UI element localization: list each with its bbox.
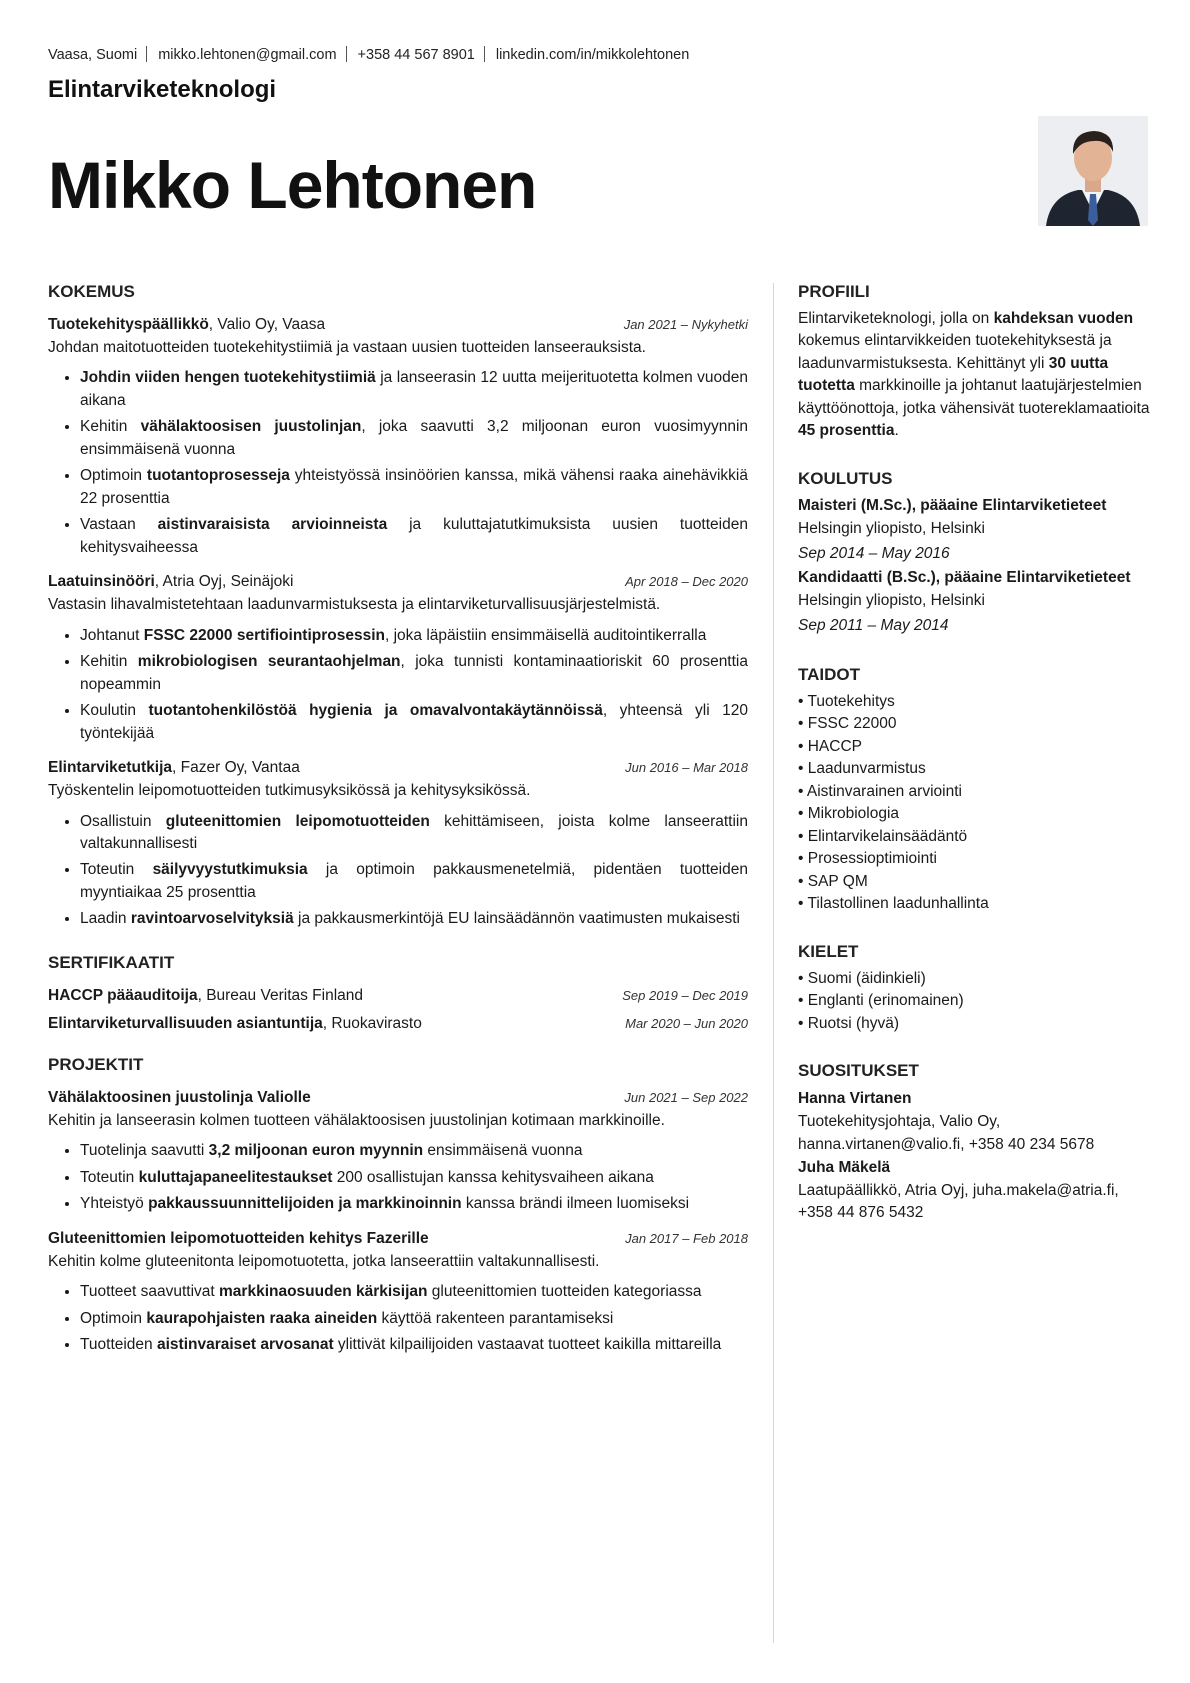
- contact-phone[interactable]: +358 44 567 8901: [357, 47, 475, 63]
- job-description: Vastasin lihavalmistetehtaan laadunvarmistuksesta ja elintarviketurvallisuusjärjestelmistä.: [48, 596, 661, 614]
- skill-item: • Prosessioptimiointi: [798, 848, 1150, 870]
- reference-detail: Tuotekehitysjohtaja, Valio Oy, hanna.virtanen@valio.fi, +358 40 234 5678: [798, 1113, 1095, 1153]
- job-description: Johdan maitotuotteiden tuotekehitystiimiä ja vastaan uusien tuotteiden lanseerauksista.: [48, 339, 646, 356]
- job-company: , Valio Oy, Vaasa: [208, 316, 326, 333]
- bullet-highlight: FSSC 22000 sertifiointiprosessin: [143, 626, 385, 644]
- language-item: • Suomi (äidinkieli): [798, 968, 1150, 990]
- project-item: [48, 1089, 748, 1216]
- job-bullet: [80, 908, 748, 930]
- job-bullets: [48, 625, 748, 745]
- bullet-text: ensimmäisenä vuonna: [423, 1142, 583, 1160]
- certification-org: , Bureau Veritas Finland: [197, 986, 364, 1004]
- job-description: Työskentelin leipomotuotteiden tutkimusyksikössä ja kehitysyksikössä.: [48, 782, 531, 800]
- project-description: Kehitin kolme gluteenitonta leipomotuotetta, jotka lanseerattiin valtakunnallisesti.: [48, 1252, 600, 1270]
- job-company: , Atria Oyj, Seinäjoki: [154, 573, 294, 591]
- profile-highlight: 30 uutta tuotetta: [798, 354, 1109, 395]
- languages-title: KIELET: [798, 941, 859, 961]
- education-date: Sep 2014 – May 2016: [798, 545, 950, 563]
- certification-item: [48, 1015, 748, 1033]
- contact-linkedin[interactable]: linkedin.com/in/mikkolehtonen: [495, 47, 690, 63]
- skills-section: [798, 665, 1150, 916]
- bullet-highlight: tuotantoprosesseja: [146, 467, 290, 485]
- bullet-highlight: mikrobiologisen seurantaohjelman: [137, 653, 401, 671]
- project-bullet: [80, 1140, 748, 1162]
- bullet-text: Tuotteet saavuttivat: [80, 1283, 220, 1301]
- bullet-highlight: vähälaktoosisen juustolinjan: [140, 418, 362, 436]
- bullet-highlight: Johdin viiden hengen tuotekehitystiimiä: [80, 369, 376, 387]
- job-bullets: [48, 811, 748, 931]
- bullet-text: Johtanut: [80, 626, 144, 644]
- skill-item: • Laadunvarmistus: [798, 758, 1150, 780]
- education-school: Helsingin yliopisto, Helsinki: [798, 592, 985, 610]
- bullet-highlight: tuotantohenkilöstöä hygienia ja omavalvontakäytännöissä: [148, 702, 603, 720]
- candidate-name: Mikko Lehtonen: [48, 148, 537, 222]
- certification-date: Sep 2019 – Dec 2019: [622, 987, 748, 1003]
- project-name: Vähälaktoosinen juustolinja Valiolle: [48, 1088, 311, 1106]
- job-bullet: [80, 651, 748, 696]
- profile-text-part: kokemus elintarvikkeiden tuotekehityksestä ja laadunvarmistuksesta. Kehittänyt yli: [798, 332, 1112, 372]
- profile-photo: [1038, 116, 1148, 226]
- project-bullet: [80, 1281, 748, 1303]
- bullet-text: kehittämiseen, joista kolme lanseerattiin valtakunnallisesti: [80, 812, 748, 852]
- references-section: [798, 1061, 1150, 1225]
- skill-item: • FSSC 22000: [798, 713, 1150, 735]
- job-bullet: [80, 367, 748, 412]
- education-degree: Kandidaatti (B.Sc.), pääaine Elintarviketieteet: [798, 568, 1131, 586]
- education-degree: Maisteri (M.Sc.), pääaine Elintarviketieteet: [798, 496, 1107, 514]
- bullet-text: , joka tunnisti kontaminaatioriskit 60 prosenttia nopeammin: [80, 653, 748, 693]
- bullet-text: yhteistyössä insinöörien kanssa, mikä vähensi raaka ainehävikkiä 22 prosenttia: [80, 467, 748, 507]
- bullet-text: Kehitin: [80, 418, 141, 436]
- bullet-text: Koulutin: [80, 702, 149, 720]
- skill-item: • SAP QM: [798, 871, 1150, 893]
- references-list: [798, 1087, 1150, 1225]
- certifications-section: [48, 953, 748, 1033]
- column-divider: [773, 283, 774, 1643]
- contact-bar: [48, 46, 689, 63]
- bullet-text: , yhteensä yli 120 työntekijää: [80, 702, 748, 742]
- reference-item: [798, 1156, 1150, 1225]
- reference-name: Juha Mäkelä: [798, 1158, 891, 1176]
- bullet-highlight: kuluttajapaneelitestaukset: [138, 1168, 333, 1186]
- experience-title-line: [48, 573, 294, 591]
- education-date: Sep 2011 – May 2014: [798, 617, 949, 635]
- projects-list: [48, 1089, 748, 1357]
- certification-date: Mar 2020 – Jun 2020: [625, 1015, 748, 1031]
- education-item: [798, 567, 1150, 639]
- bullet-highlight: kaurapohjaisten raaka aineiden: [146, 1309, 378, 1327]
- bullet-highlight: aistinvaraiset arvosanat: [156, 1336, 334, 1354]
- bullet-text: ja pakkausmerkintöjä EU lainsäädännön vaatimusten mukaisesti: [293, 910, 740, 928]
- profile-highlight: 45 prosenttia: [798, 422, 895, 440]
- reference-name: Hanna Virtanen: [798, 1090, 912, 1108]
- profile-text-part: markkinoille ja johtanut laatujärjestelmien käyttöönottoja, jotka vähensivät tuotereklamaatioita: [798, 377, 1150, 417]
- profile-title: PROFIILI: [798, 282, 870, 301]
- bullet-text: ja kuluttajatutkimuksista uusien tuotteiden kehitysvaiheessa: [80, 516, 748, 556]
- bullet-text: Toteutin: [80, 861, 153, 879]
- project-bullet: [80, 1167, 748, 1189]
- reference-item: [798, 1087, 1150, 1156]
- experience-section: [48, 282, 748, 931]
- skill-item: • Elintarvikelainsäädäntö: [798, 826, 1150, 848]
- skills-list: [798, 691, 1150, 916]
- bullet-text: gluteenittomien tuotteiden kategoriassa: [427, 1283, 702, 1301]
- certification-name: Elintarviketurvallisuuden asiantuntija: [48, 1014, 323, 1032]
- languages-list: [798, 968, 1150, 1035]
- profile-section: [798, 282, 1150, 443]
- skill-item: • Tuotekehitys: [798, 691, 1150, 713]
- profile-photo-image: [1038, 116, 1148, 226]
- experience-item: [48, 759, 748, 931]
- certification-org: , Ruokavirasto: [322, 1014, 422, 1032]
- certifications-title: SERTIFIKAATIT: [48, 952, 175, 972]
- project-item: [48, 1230, 748, 1357]
- project-bullets: [48, 1140, 748, 1215]
- education-list: [798, 495, 1150, 639]
- education-school: Helsingin yliopisto, Helsinki: [798, 520, 985, 538]
- project-description: Kehitin ja lanseerasin kolmen tuotteen vähälaktoosisen juustolinjan kotimaan markkinoille.: [48, 1111, 665, 1129]
- bullet-text: 200 osallistujan kanssa kehitysvaiheen aikana: [332, 1168, 654, 1186]
- language-item: • Englanti (erinomainen): [798, 990, 1150, 1012]
- project-header: [48, 1230, 748, 1248]
- experience-header: [48, 759, 748, 777]
- profile-text: [798, 308, 1150, 443]
- projects-section: [48, 1055, 748, 1357]
- bullet-highlight: 3,2 miljoonan euron myynnin: [208, 1142, 424, 1160]
- job-bullet: [80, 416, 748, 461]
- bullet-text: Yhteistyö: [80, 1195, 149, 1213]
- contact-email[interactable]: mikko.lehtonen@gmail.com: [158, 47, 337, 63]
- job-bullet: [80, 465, 748, 510]
- project-date: Jun 2021 – Sep 2022: [624, 1089, 748, 1105]
- skill-item: • Aistinvarainen arviointi: [798, 781, 1150, 803]
- skill-item: • Mikrobiologia: [798, 803, 1150, 825]
- skills-title: TAIDOT: [798, 664, 861, 684]
- job-bullet: [80, 514, 748, 559]
- education-section: [798, 469, 1150, 639]
- project-bullet: [80, 1334, 748, 1356]
- contact-separator: [146, 46, 147, 62]
- bullet-text: kanssa brändi ilmeen luomiseksi: [461, 1195, 690, 1213]
- job-bullet: [80, 625, 748, 647]
- bullet-text: , joka saavutti 3,2 miljoonan euron vuosimyynnin ensimmäisenä vuonna: [80, 418, 749, 458]
- project-header: [48, 1089, 748, 1107]
- bullet-text: Kehitin: [80, 653, 138, 671]
- project-bullet: [80, 1193, 748, 1215]
- job-bullet: [80, 700, 748, 745]
- bullet-text: Toteutin: [80, 1168, 139, 1186]
- job-bullet: [80, 811, 748, 856]
- experience-title-line: [48, 759, 300, 777]
- reference-detail: Laatupäällikkö, Atria Oyj, juha.makela@atria.fi, +358 44 876 5432: [798, 1182, 1119, 1222]
- job-position: Tuotekehityspäällikkö: [48, 316, 209, 333]
- bullet-text: Osallistuin: [80, 812, 166, 830]
- bullet-text: Tuotelinja saavutti: [80, 1142, 209, 1160]
- certification-item: [48, 987, 748, 1005]
- job-bullet: [80, 859, 748, 904]
- project-bullet: [80, 1308, 748, 1330]
- bullet-highlight: gluteenittomien leipomotuotteiden: [165, 812, 430, 830]
- profile-text-part: .: [894, 422, 899, 440]
- projects-title: PROJEKTIT: [48, 1054, 144, 1074]
- bullet-text: ja lanseerasin 12 uutta meijerituotetta kolmen vuoden aikana: [80, 369, 748, 409]
- experience-list: [48, 316, 748, 931]
- language-item: • Ruotsi (hyvä): [798, 1013, 1150, 1035]
- profile-text-part: Elintarviketeknologi, jolla on: [798, 310, 994, 327]
- job-date: Jun 2016 – Mar 2018: [625, 760, 748, 776]
- right-column: [798, 282, 1150, 1251]
- references-title: SUOSITUKSET: [798, 1061, 919, 1081]
- experience-title: KOKEMUS: [48, 282, 135, 301]
- bullet-text: Vastaan: [80, 516, 158, 534]
- profile-highlight: kahdeksan vuoden: [993, 310, 1134, 327]
- project-bullets: [48, 1281, 748, 1356]
- certification-title-line: [48, 987, 363, 1005]
- certifications-list: [48, 987, 748, 1033]
- job-date: Jan 2021 – Nykyhetki: [623, 317, 748, 332]
- skill-item: • Tilastollinen laadunhallinta: [798, 893, 1150, 915]
- bullet-text: Laadin: [80, 910, 131, 928]
- bullet-text: Optimoin: [80, 1309, 147, 1327]
- project-name: Gluteenittomien leipomotuotteiden kehitys Fazerille: [48, 1229, 429, 1247]
- job-position: Elintarviketutkija: [48, 759, 173, 777]
- job-date: Apr 2018 – Dec 2020: [625, 574, 748, 590]
- bullet-highlight: ravintoarvoselvityksiä: [130, 910, 294, 928]
- experience-item: [48, 573, 748, 745]
- bullet-text: , joka läpäistiin ensimmäisellä auditointikerralla: [384, 626, 707, 644]
- certification-name: HACCP pääauditoija: [48, 986, 198, 1004]
- bullet-highlight: aistinvaraisista arvioinneista: [157, 516, 388, 534]
- bullet-text: ja optimoin pakkausmenetelmiä, pidentäen tuotteiden myyntiaikaa 25 prosenttia: [80, 861, 748, 901]
- languages-section: [798, 942, 1150, 1035]
- education-item: [798, 495, 1150, 567]
- education-title: KOULUTUS: [798, 468, 893, 488]
- job-company: , Fazer Oy, Vantaa: [172, 759, 300, 777]
- experience-header: [48, 316, 748, 334]
- experience-header: [48, 573, 748, 591]
- job-position: Laatuinsinööri: [48, 573, 155, 591]
- left-column: [48, 282, 748, 1375]
- certification-title-line: [48, 1015, 422, 1033]
- experience-title-line: [48, 316, 325, 334]
- bullet-text: Tuotteiden: [80, 1336, 157, 1354]
- contact-location: Vaasa, Suomi: [48, 47, 138, 63]
- bullet-text: Optimoin: [80, 467, 147, 485]
- bullet-text: ylittivät kilpailijoiden vastaavat tuotteet kaikilla mittareilla: [333, 1336, 722, 1354]
- contact-separator: [346, 46, 347, 62]
- bullet-text: käyttöä rakenteen parantamiseksi: [377, 1309, 614, 1327]
- contact-separator: [484, 46, 485, 62]
- job-role-title: Elintarviketeknologi: [48, 76, 277, 103]
- bullet-highlight: säilyvyystutkimuksia: [152, 861, 308, 879]
- bullet-highlight: pakkaussuunnittelijoiden ja markkinoinnin: [148, 1195, 462, 1213]
- job-bullets: [48, 367, 748, 559]
- skill-item: • HACCP: [798, 736, 1150, 758]
- bullet-highlight: markkinaosuuden kärkisijan: [219, 1283, 428, 1301]
- experience-item: [48, 316, 748, 559]
- project-date: Jan 2017 – Feb 2018: [625, 1230, 748, 1246]
